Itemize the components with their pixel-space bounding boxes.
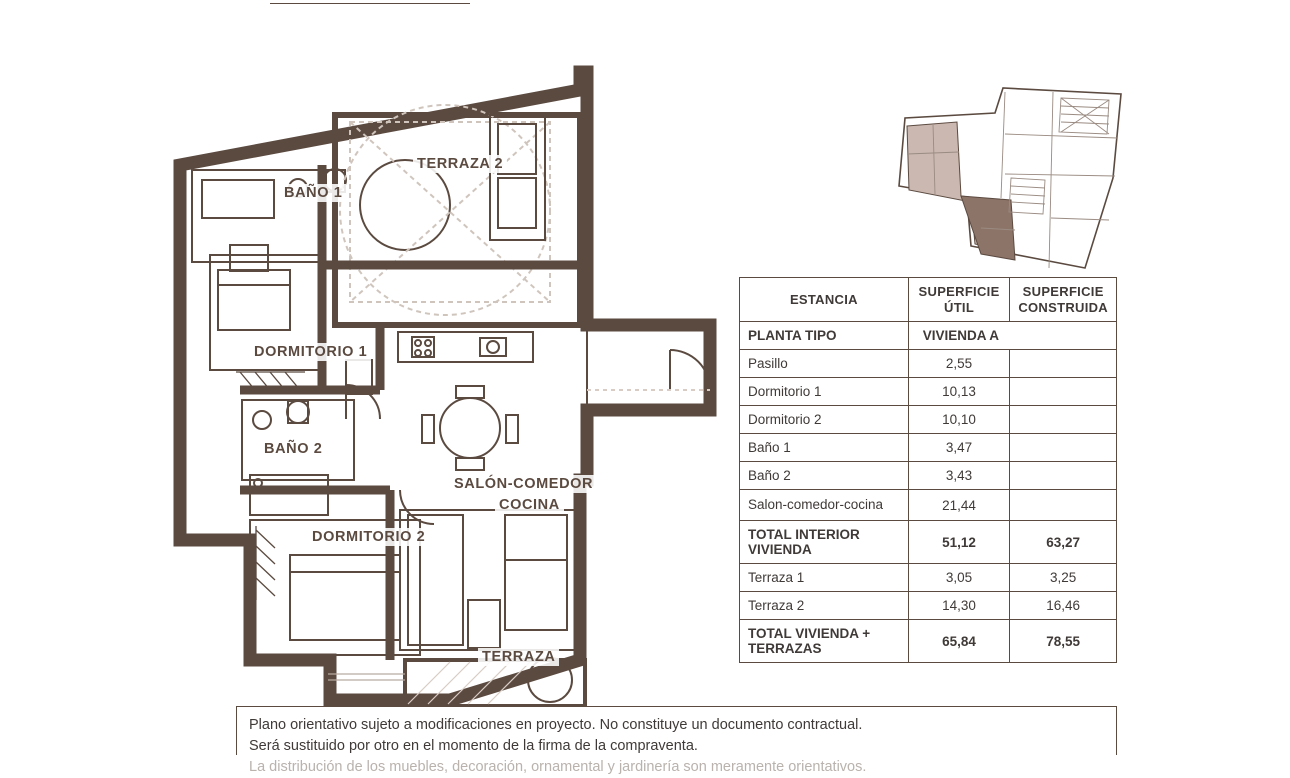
note-line-3: La distribución de los muebles, decoración, ornamental y jardinería son meramente orientativos. xyxy=(249,759,867,776)
row-name: Salon-comedor-cocina xyxy=(740,490,909,521)
room-label-cocina: COCINA xyxy=(495,496,564,514)
bano2-sink xyxy=(253,411,271,429)
section-value: VIVIENDA A xyxy=(908,322,1116,350)
areas-table xyxy=(739,277,1117,663)
row-name: Dormitorio 2 xyxy=(740,406,909,434)
chair xyxy=(506,415,518,443)
table-row xyxy=(740,406,1117,434)
bano1-bath xyxy=(202,180,274,218)
row-name: Terraza 2 xyxy=(740,592,909,620)
key-plan xyxy=(885,78,1135,273)
row-util: 65,84 xyxy=(908,620,1010,663)
room-label-bano-2: BAÑO 2 xyxy=(260,440,326,458)
dining-table xyxy=(440,398,500,458)
row-construida: 78,55 xyxy=(1010,620,1117,663)
room-label-dormitorio-2: DORMITORIO 2 xyxy=(308,528,429,546)
row-util: 2,55 xyxy=(908,350,1010,378)
row-construida: 63,27 xyxy=(1010,521,1117,564)
row-util: 51,12 xyxy=(908,521,1010,564)
table-row xyxy=(740,564,1117,592)
row-construida xyxy=(1010,406,1117,434)
dormitorio2-wardrobe xyxy=(256,526,275,600)
entry-hall xyxy=(587,325,710,410)
bottom-railing xyxy=(328,674,405,680)
row-construida: 3,25 xyxy=(1010,564,1117,592)
bed-2 xyxy=(290,555,400,640)
row-util: 3,43 xyxy=(908,462,1010,490)
bano2-wc xyxy=(287,401,309,423)
row-util: 3,05 xyxy=(908,564,1010,592)
note-line-1: Plano orientativo sujeto a modificaciones en proyecto. No constituye un documento contractual. xyxy=(249,717,863,733)
top-divider xyxy=(270,0,470,4)
row-name: Dormitorio 1 xyxy=(740,378,909,406)
terrace-round-table xyxy=(360,160,450,250)
row-util: 10,13 xyxy=(908,378,1010,406)
row-name: Terraza 1 xyxy=(740,564,909,592)
room-label-terraza: TERRAZA xyxy=(478,648,559,666)
row-name: TOTAL VIVIENDA + TERRAZAS xyxy=(740,620,909,663)
row-name: TOTAL INTERIOR VIVIENDA xyxy=(740,521,909,564)
table-row xyxy=(740,378,1117,406)
table-row xyxy=(740,350,1117,378)
table-row xyxy=(740,620,1117,663)
row-util: 10,10 xyxy=(908,406,1010,434)
table-row-section xyxy=(740,322,1117,350)
row-util: 21,44 xyxy=(908,490,1010,521)
table-row xyxy=(740,434,1117,462)
row-construida: 16,46 xyxy=(1010,592,1117,620)
room-label-dormitorio-1: DORMITORIO 1 xyxy=(250,343,371,361)
areas-table-body xyxy=(740,322,1117,663)
table-row xyxy=(740,592,1117,620)
header-estancia: ESTANCIA xyxy=(740,278,909,322)
areas-table-wrapper xyxy=(739,277,1117,663)
room-label-salon-comedor: SALÓN-COMEDOR xyxy=(450,475,597,493)
room-label-bano-1: BAÑO 1 xyxy=(280,184,346,202)
header-superficie-util: SUPERFICIE ÚTIL xyxy=(908,278,1010,322)
chair xyxy=(456,386,484,398)
closet-1 xyxy=(230,245,268,271)
door-swing-2 xyxy=(400,490,434,524)
row-construida xyxy=(1010,350,1117,378)
row-name: Baño 1 xyxy=(740,434,909,462)
row-construida xyxy=(1010,490,1117,521)
row-util: 14,30 xyxy=(908,592,1010,620)
table-header-row xyxy=(740,278,1117,322)
coffee-table xyxy=(468,600,500,648)
row-construida xyxy=(1010,378,1117,406)
bed-1 xyxy=(218,270,290,330)
row-util: 3,47 xyxy=(908,434,1010,462)
row-name: Baño 2 xyxy=(740,462,909,490)
table-row xyxy=(740,462,1117,490)
table-row xyxy=(740,490,1117,521)
table-row xyxy=(740,521,1117,564)
note-line-2: Será sustituido por otro en el momento de la firma de la compraventa. xyxy=(249,738,698,755)
sofa-right xyxy=(505,515,567,630)
row-construida xyxy=(1010,462,1117,490)
row-construida xyxy=(1010,434,1117,462)
section-label: PLANTA TIPO xyxy=(740,322,909,350)
chair xyxy=(422,415,434,443)
disclaimer-note xyxy=(236,706,1117,776)
floor-plan xyxy=(150,60,730,720)
row-name: Pasillo xyxy=(740,350,909,378)
chair xyxy=(456,458,484,470)
header-superficie-construida: SUPERFICIE CONSTRUIDA xyxy=(1010,278,1117,322)
room-label-terraza-2: TERRAZA 2 xyxy=(413,155,507,173)
